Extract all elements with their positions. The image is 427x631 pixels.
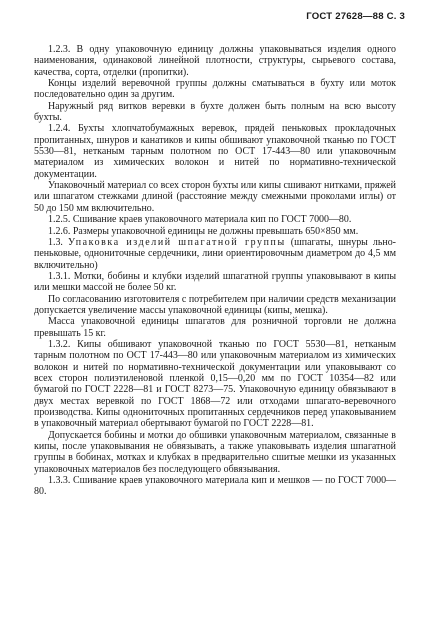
paragraph-1-3-2: 1.3.2. Кипы обшивают упаковочной тканью по ГОСТ 5530—81, нетканым тарным полотном по ОСТ 17-443—80 или упаковочным материалом из химических волокон и нитей по нормативно-технической документации или упаковывают со всех сторон полиэтиленовой пленкой 0,15—0,20 мм по ГОСТ 10354—82 или бумагой по ГОСТ 2228—81 и ГОСТ 8273—75. Упаковочную единицу обвязывают в двух местах веревкой по ГОСТ 1868—72 или отходами шпагато-веревочного производства. Кипы однониточных пропитанных сердечников перед упаковыванием в упаковочный материал обертывают бумагой по ГОСТ 2228—81. bbox=[34, 338, 396, 430]
paragraph-agreement: По согласованию изготовителя с потребителем при наличии средств механизации допускается увеличение массы упаковочной единицы (кипы, мешка). bbox=[34, 293, 396, 316]
page-header: ГОСТ 27628—88 С. 3 bbox=[306, 11, 405, 22]
paragraph-1-2-5: 1.2.5. Сшивание краев упаковочного материала кип по ГОСТ 7000—80. bbox=[48, 214, 352, 226]
paragraph-stitching: Упаковочный материал со всех сторон бухты или кипы сшивают нитками, пряжей или шпагатом стежками длиной (расстояние между смежными проколами иглы) от 50 до 150 мм включительно. bbox=[34, 180, 396, 214]
paragraph-outer-row: Наружный ряд витков веревки в бухте должен быть полным на всю высоту бухты. bbox=[34, 100, 396, 124]
paragraph-1-3-3: 1.3.3. Сшивание краев упаковочного материала кип и мешков — по ГОСТ 7000—80. bbox=[34, 475, 396, 498]
paragraph-rope-ends: Концы изделий веревочной группы должны сматываться в бухту или моток последовательно один за другим. bbox=[34, 78, 396, 101]
paragraph-1-2-6: 1.2.6. Размеры упаковочной единицы не должны превышать 650×850 мм. bbox=[48, 225, 359, 237]
document-body bbox=[34, 44, 396, 498]
paragraph-1-3-1: 1.3.1. Мотки, бобины и клубки изделий шпагатной группы упаковывают в кипы или мешки массой не более 50 кг. bbox=[34, 270, 396, 294]
paragraph-1-2-4: 1.2.4. Бухты хлопчатобумажных веревок, прядей пеньковых прокладочных пропитанных, шнуров и канатиков и кипы обшивают упаковочной тканью по ГОСТ 5530—81, нетканым тарным полотном по ОСТ 17-443—80 или упаковочным материалом из химических волокон и нитей по нормативно-технической документации. bbox=[34, 123, 396, 180]
paragraph-allowed: Допускается бобины и мотки до обшивки упаковочным материалом, связанные в кипы, после упаковывания не обвязывать, а также упаковывать изделия шпагатной группы в бобинах, мотках и клубках в предварительно сшитые мешки из указанных упаковочных материалов без последующего обвязывания. bbox=[34, 429, 396, 475]
paragraph-retail-mass: Масса упаковочной единицы шпагатов для розничной торговли не должна превышать 15 кг. bbox=[34, 316, 396, 339]
paragraph-1-2-3: 1.2.3. В одну упаковочную единицу должны упаковываться изделия одного наименования, одинаковой линейной плотности, структуры, сырьевого состава, качества, сорта, отделки (пропитки). bbox=[34, 44, 396, 78]
section-heading-1-3: 1.3. Упаковка изделий шпагатной группы (шпагаты, шнуры льно-пеньковые, однониточные сердечники, лини ориентировочным диаметром до 4,5 мм включительно) bbox=[34, 236, 396, 271]
